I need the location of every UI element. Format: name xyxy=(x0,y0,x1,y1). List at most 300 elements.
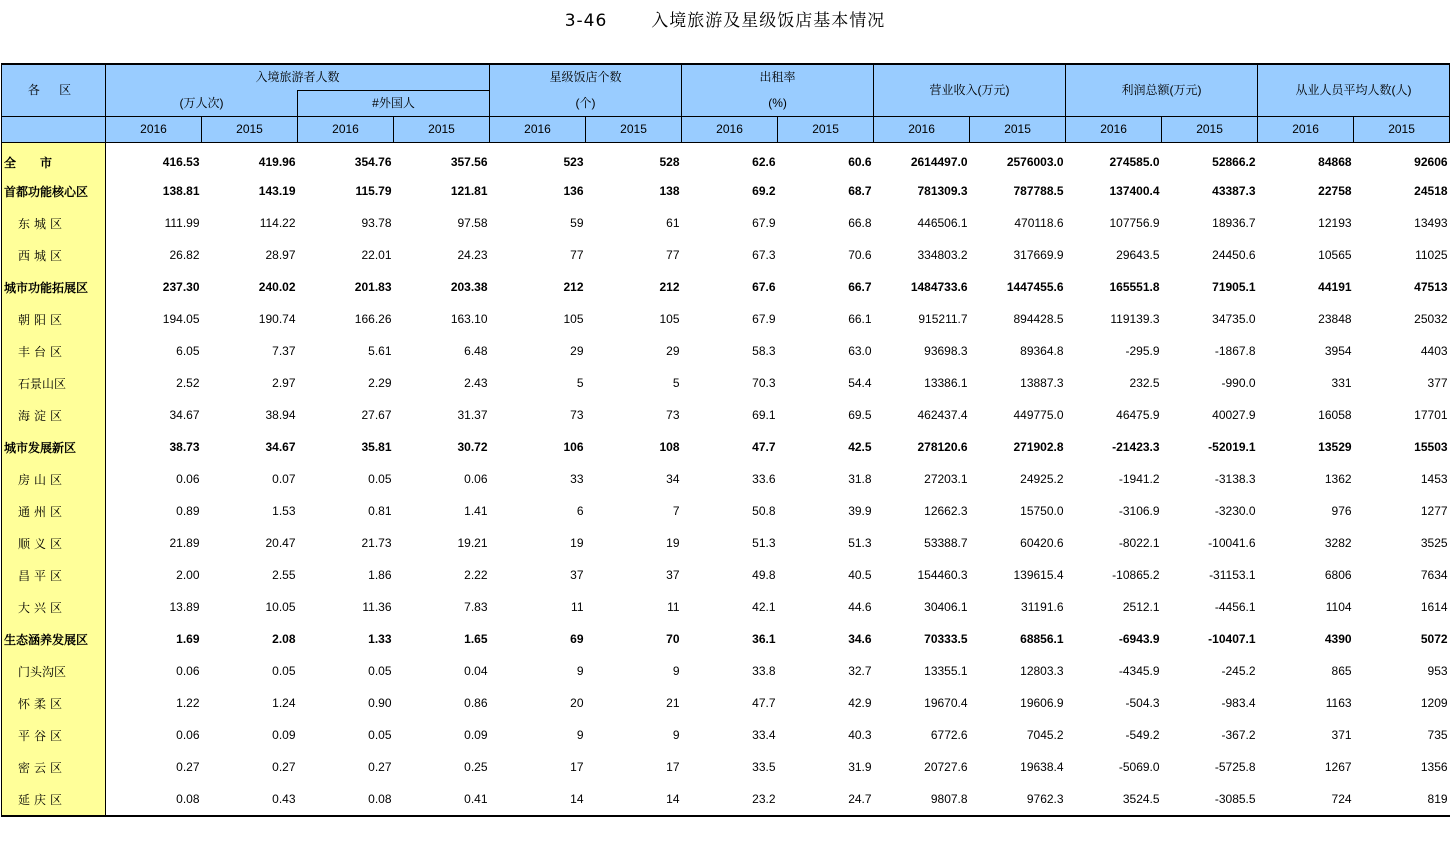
table-row xyxy=(2,527,1450,559)
table-row xyxy=(2,367,1450,399)
table-row xyxy=(2,335,1450,367)
area-name: 密云区 xyxy=(2,751,106,783)
table-header xyxy=(2,64,1450,143)
value-cell: 93698.3 xyxy=(924,344,968,358)
value-cell: 68.7 xyxy=(848,184,872,198)
value-cell: 19.21 xyxy=(457,536,488,550)
value-cell: 1356 xyxy=(1420,760,1448,774)
value-cell: 7.37 xyxy=(272,344,296,358)
value-cell: 6.48 xyxy=(464,344,488,358)
table-row xyxy=(2,175,1450,207)
year-row-spacer xyxy=(2,117,106,143)
area-name: 平谷区 xyxy=(2,719,106,751)
value-cell: 29 xyxy=(666,344,680,358)
value-cell: 2.43 xyxy=(464,376,488,390)
value-cell: -52019.1 xyxy=(1208,440,1256,454)
area-name: 石景山区 xyxy=(2,367,106,399)
value-cell: 11 xyxy=(667,600,680,614)
value-cell: -295.9 xyxy=(1125,344,1160,358)
value-cell: 1.33 xyxy=(368,632,392,646)
value-cell: 0.09 xyxy=(464,728,488,742)
value-cell: 67.9 xyxy=(752,312,776,326)
value-cell: 115.79 xyxy=(355,184,392,198)
value-cell: 33.5 xyxy=(752,760,776,774)
header-hotels-unit: (个) xyxy=(490,91,682,117)
table-row xyxy=(2,655,1450,687)
table-row xyxy=(2,591,1450,623)
value-cell: 0.06 xyxy=(176,472,200,486)
header-occupancy: 出租率 xyxy=(682,64,874,91)
value-cell: 97.58 xyxy=(457,216,488,230)
value-cell: 13529 xyxy=(1318,440,1352,454)
area-name: 怀柔区 xyxy=(2,687,106,719)
value-cell: 212 xyxy=(563,280,584,294)
value-cell: 84868 xyxy=(1318,155,1352,169)
value-cell: 138 xyxy=(659,184,680,198)
value-cell: 0.86 xyxy=(464,696,488,710)
header-foreigners: #外国人 xyxy=(298,91,490,117)
value-cell: 201.83 xyxy=(354,280,392,294)
year-label: 2016 xyxy=(1258,117,1354,143)
value-cell: 47.7 xyxy=(752,440,776,454)
value-cell: 136 xyxy=(563,184,584,198)
header-revenue: 营业收入(万元) xyxy=(874,64,1066,117)
table-number: 3-46 xyxy=(564,11,608,31)
value-cell: 2.52 xyxy=(176,376,200,390)
value-cell: -10041.6 xyxy=(1208,536,1256,550)
value-cell: 49.8 xyxy=(752,568,776,582)
value-cell: 77 xyxy=(666,248,680,262)
value-cell: 2576003.0 xyxy=(1006,155,1064,169)
value-cell: 46475.9 xyxy=(1116,408,1160,422)
value-cell: 27.67 xyxy=(361,408,392,422)
value-cell: 23.2 xyxy=(682,783,778,816)
data-table xyxy=(1,63,1450,817)
value-cell: 976 xyxy=(1331,504,1352,518)
value-cell: 70 xyxy=(666,632,680,646)
value-cell: 1267 xyxy=(1324,760,1352,774)
value-cell: 194.05 xyxy=(162,312,200,326)
value-cell: 23848 xyxy=(1318,312,1352,326)
area-name: 生态涵养发展区 xyxy=(2,623,106,655)
value-cell: 2.29 xyxy=(368,376,392,390)
value-cell: -10865.2 xyxy=(1112,568,1160,582)
value-cell: -549.2 xyxy=(1125,728,1160,742)
value-cell: 735 xyxy=(1427,728,1448,742)
value-cell: 62.6 xyxy=(752,155,776,169)
value-cell: 70.3 xyxy=(752,376,776,390)
value-cell: 0.05 xyxy=(368,728,392,742)
area-name: 海淀区 xyxy=(2,399,106,431)
value-cell: 9762.3 xyxy=(970,783,1066,816)
value-cell: 203.38 xyxy=(450,280,488,294)
value-cell: 39.9 xyxy=(848,504,872,518)
header-occupancy-unit: (%) xyxy=(682,91,874,117)
value-cell: 724 xyxy=(1258,783,1354,816)
value-cell: 69 xyxy=(570,632,584,646)
value-cell: 0.07 xyxy=(272,472,296,486)
year-label: 2015 xyxy=(778,117,874,143)
value-cell: 114.22 xyxy=(259,216,296,230)
value-cell: 69.1 xyxy=(752,408,776,422)
value-cell: 915211.7 xyxy=(918,312,968,326)
value-cell: 7 xyxy=(672,504,680,518)
area-name: 首都功能核心区 xyxy=(2,175,106,207)
header-profit: 利润总额(万元) xyxy=(1066,64,1258,117)
value-cell: 7634 xyxy=(1420,568,1448,582)
value-cell: 17701 xyxy=(1414,408,1448,422)
value-cell: 2614497.0 xyxy=(910,155,968,169)
value-cell: 3954 xyxy=(1324,344,1352,358)
value-cell: 66.7 xyxy=(848,280,872,294)
area-name: 丰台区 xyxy=(2,335,106,367)
value-cell: 68856.1 xyxy=(1020,632,1064,646)
value-cell: 1.22 xyxy=(176,696,200,710)
value-cell: 34.6 xyxy=(848,632,872,646)
value-cell: -504.3 xyxy=(1125,696,1160,710)
value-cell: -3085.5 xyxy=(1162,783,1258,816)
value-cell: 42.9 xyxy=(848,696,872,710)
table-row xyxy=(2,783,1450,816)
value-cell: -990.0 xyxy=(1221,376,1256,390)
area-name: 西城区 xyxy=(2,239,106,271)
value-cell: 5 xyxy=(672,376,680,390)
value-cell: 278120.6 xyxy=(917,440,968,454)
value-cell: 240.02 xyxy=(258,280,296,294)
value-cell: 953 xyxy=(1427,664,1448,678)
year-label: 2015 xyxy=(1162,117,1258,143)
page-title xyxy=(0,6,1450,31)
value-cell: 0.27 xyxy=(176,760,200,774)
year-label: 2016 xyxy=(490,117,586,143)
value-cell: 27203.1 xyxy=(924,472,968,486)
value-cell: -10407.1 xyxy=(1208,632,1256,646)
value-cell: 73 xyxy=(570,408,584,422)
value-cell: 51.3 xyxy=(848,536,872,550)
value-cell: 9 xyxy=(576,664,584,678)
value-cell: 22758 xyxy=(1318,184,1352,198)
value-cell: 24.7 xyxy=(778,783,874,816)
value-cell: 40.5 xyxy=(848,568,872,582)
year-label: 2015 xyxy=(394,117,490,143)
value-cell: 0.08 xyxy=(106,783,202,816)
value-cell: 11025 xyxy=(1415,248,1448,262)
value-cell: 34.67 xyxy=(169,408,200,422)
value-cell: 60.6 xyxy=(848,155,872,169)
value-cell: 523 xyxy=(563,155,584,169)
table-row xyxy=(2,431,1450,463)
value-cell: 33.4 xyxy=(752,728,776,742)
value-cell: 334803.2 xyxy=(917,248,968,262)
value-cell: 3282 xyxy=(1324,536,1352,550)
value-cell: 24518 xyxy=(1414,184,1448,198)
value-cell: 66.1 xyxy=(848,312,872,326)
value-cell: 1614 xyxy=(1420,600,1448,614)
value-cell: 0.43 xyxy=(202,783,298,816)
value-cell: 58.3 xyxy=(752,344,776,358)
value-cell: 190.74 xyxy=(258,312,296,326)
value-cell: 70.6 xyxy=(848,248,872,262)
value-cell: 60420.6 xyxy=(1020,536,1064,550)
value-cell: 36.1 xyxy=(752,632,776,646)
value-cell: 19 xyxy=(570,536,584,550)
area-name: 城市发展新区 xyxy=(2,431,106,463)
value-cell: 25032 xyxy=(1414,312,1448,326)
value-cell: 4403 xyxy=(1420,344,1448,358)
value-cell: 528 xyxy=(659,155,680,169)
value-cell: 12662.3 xyxy=(924,504,968,518)
value-cell: 11.36 xyxy=(362,600,392,614)
value-cell: 1209 xyxy=(1420,696,1448,710)
value-cell: 13.89 xyxy=(169,600,200,614)
value-cell: 787788.5 xyxy=(1013,184,1064,198)
value-cell: 781309.3 xyxy=(917,184,968,198)
value-cell: 13493 xyxy=(1414,216,1448,230)
value-cell: -3230.0 xyxy=(1214,504,1256,518)
value-cell: 0.08 xyxy=(298,783,394,816)
value-cell: 10565 xyxy=(1318,248,1352,262)
value-cell: 29643.5 xyxy=(1116,248,1160,262)
value-cell: 31.9 xyxy=(848,760,872,774)
value-cell: 0.04 xyxy=(464,664,488,678)
value-cell: -8022.1 xyxy=(1118,536,1160,550)
value-cell: 70333.5 xyxy=(924,632,968,646)
value-cell: 15750.0 xyxy=(1020,504,1064,518)
year-label: 2016 xyxy=(106,117,202,143)
header-employees: 从业人员平均人数(人) xyxy=(1258,64,1450,117)
value-cell: 0.89 xyxy=(176,504,200,518)
table-row xyxy=(2,623,1450,655)
value-cell: 44.6 xyxy=(848,600,872,614)
value-cell: 111.99 xyxy=(164,216,200,230)
value-cell: 6 xyxy=(576,504,584,518)
value-cell: 5072 xyxy=(1420,632,1448,646)
value-cell: 53388.7 xyxy=(924,536,968,550)
area-name: 城市功能拓展区 xyxy=(2,271,106,303)
year-label: 2016 xyxy=(298,117,394,143)
area-name: 朝阳区 xyxy=(2,303,106,335)
area-name: 大兴区 xyxy=(2,591,106,623)
value-cell: -3138.3 xyxy=(1214,472,1256,486)
value-cell: 47.7 xyxy=(752,696,776,710)
value-cell: 137400.4 xyxy=(1109,184,1160,198)
value-cell: 9 xyxy=(672,728,680,742)
value-cell: 14 xyxy=(586,783,682,816)
value-cell: 50.8 xyxy=(752,504,776,518)
value-cell: 377 xyxy=(1427,376,1448,390)
table-row xyxy=(2,303,1450,335)
value-cell: 77 xyxy=(570,248,584,262)
value-cell: 7045.2 xyxy=(1026,728,1064,742)
value-cell: 54.4 xyxy=(848,376,872,390)
value-cell: 34 xyxy=(666,472,680,486)
value-cell: 21.89 xyxy=(169,536,200,550)
value-cell: 14 xyxy=(490,783,586,816)
value-cell: 21.73 xyxy=(361,536,392,550)
value-cell: 0.27 xyxy=(368,760,392,774)
value-cell: 7.83 xyxy=(464,600,488,614)
value-cell: 67.3 xyxy=(752,248,776,262)
table-row xyxy=(2,719,1450,751)
table-row xyxy=(2,399,1450,431)
value-cell: 69.5 xyxy=(848,408,872,422)
value-cell: 143.19 xyxy=(258,184,296,198)
value-cell: 212 xyxy=(659,280,680,294)
value-cell: 92606 xyxy=(1414,155,1448,169)
value-cell: 44191 xyxy=(1318,280,1352,294)
value-cell: 5.61 xyxy=(368,344,392,358)
value-cell: 107756.9 xyxy=(1109,216,1160,230)
value-cell: 2.08 xyxy=(272,632,296,646)
value-cell: 154460.3 xyxy=(917,568,968,582)
table-body xyxy=(2,143,1450,817)
header-inbound-unit: (万人次) xyxy=(106,91,298,117)
header-star-hotels: 星级饭店个数 xyxy=(490,64,682,91)
value-cell: 3524.5 xyxy=(1066,783,1162,816)
value-cell: 0.06 xyxy=(176,728,200,742)
value-cell: 331 xyxy=(1331,376,1352,390)
value-cell: 1.41 xyxy=(464,504,488,518)
table-row xyxy=(2,239,1450,271)
value-cell: 1.69 xyxy=(176,632,200,646)
value-cell: 32.7 xyxy=(848,664,872,678)
value-cell: 166.26 xyxy=(354,312,392,326)
value-cell: 51.3 xyxy=(752,536,776,550)
value-cell: 371 xyxy=(1331,728,1352,742)
value-cell: 0.06 xyxy=(176,664,200,678)
value-cell: 13386.1 xyxy=(924,376,968,390)
area-name: 昌平区 xyxy=(2,559,106,591)
table-title: 入境旅游及星级饭店基本情况 xyxy=(651,11,886,31)
value-cell: -367.2 xyxy=(1221,728,1256,742)
value-cell: 31.8 xyxy=(848,472,872,486)
table-row xyxy=(2,207,1450,239)
value-cell: 0.05 xyxy=(368,472,392,486)
table-row xyxy=(2,751,1450,783)
area-name: 东城区 xyxy=(2,207,106,239)
value-cell: 12803.3 xyxy=(1020,664,1064,678)
value-cell: 71905.1 xyxy=(1212,280,1256,294)
year-label: 2015 xyxy=(970,117,1066,143)
value-cell: -6943.9 xyxy=(1118,632,1160,646)
value-cell: 0.06 xyxy=(464,472,488,486)
value-cell: 34.67 xyxy=(265,440,296,454)
value-cell: 237.30 xyxy=(162,280,200,294)
table-row xyxy=(2,495,1450,527)
value-cell: 40.3 xyxy=(848,728,872,742)
value-cell: 61 xyxy=(666,216,680,230)
value-cell: -5725.8 xyxy=(1214,760,1256,774)
area-name: 延庆区 xyxy=(2,783,106,816)
area-name: 顺义区 xyxy=(2,527,106,559)
value-cell: 28.97 xyxy=(265,248,296,262)
value-cell: 16058 xyxy=(1318,408,1352,422)
value-cell: 21 xyxy=(666,696,680,710)
value-cell: 2.55 xyxy=(272,568,296,582)
value-cell: 9 xyxy=(576,728,584,742)
value-cell: 119139.3 xyxy=(1110,312,1160,326)
table-row xyxy=(2,687,1450,719)
value-cell: 33 xyxy=(570,472,584,486)
value-cell: 73 xyxy=(666,408,680,422)
value-cell: 139615.4 xyxy=(1013,568,1064,582)
value-cell: 19 xyxy=(666,536,680,550)
value-cell: 357.56 xyxy=(450,155,488,169)
value-cell: 1447455.6 xyxy=(1006,280,1064,294)
table-row xyxy=(2,463,1450,495)
value-cell: 31191.6 xyxy=(1021,600,1064,614)
value-cell: 163.10 xyxy=(450,312,488,326)
value-cell: 34735.0 xyxy=(1212,312,1256,326)
value-cell: -31153.1 xyxy=(1209,568,1256,582)
value-cell: 13887.3 xyxy=(1020,376,1064,390)
value-cell: 354.76 xyxy=(354,155,392,169)
area-header: 各 区 xyxy=(2,64,106,117)
value-cell: 26.82 xyxy=(169,248,200,262)
value-cell: 19606.9 xyxy=(1020,696,1064,710)
year-row xyxy=(2,117,1450,143)
value-cell: 1277 xyxy=(1420,504,1448,518)
table-row xyxy=(2,559,1450,591)
value-cell: 24450.6 xyxy=(1212,248,1256,262)
area-name: 全 市 xyxy=(2,143,106,176)
value-cell: -4345.9 xyxy=(1118,664,1160,678)
year-label: 2015 xyxy=(202,117,298,143)
area-name: 通州区 xyxy=(2,495,106,527)
value-cell: 13355.1 xyxy=(924,664,968,678)
value-cell: 271902.8 xyxy=(1013,440,1064,454)
value-cell: 2.97 xyxy=(272,376,296,390)
value-cell: 2.00 xyxy=(176,568,200,582)
value-cell: 12193 xyxy=(1318,216,1352,230)
value-cell: 19638.4 xyxy=(1020,760,1064,774)
value-cell: -4456.1 xyxy=(1214,600,1256,614)
value-cell: 470118.6 xyxy=(1014,216,1064,230)
value-cell: 105 xyxy=(563,312,584,326)
value-cell: 0.09 xyxy=(272,728,296,742)
value-cell: 63.0 xyxy=(848,344,872,358)
value-cell: 1.24 xyxy=(272,696,296,710)
value-cell: 17 xyxy=(666,760,680,774)
value-cell: 38.73 xyxy=(169,440,200,454)
value-cell: -21423.3 xyxy=(1112,440,1160,454)
value-cell: 1453 xyxy=(1420,472,1448,486)
year-label: 2016 xyxy=(874,117,970,143)
value-cell: 416.53 xyxy=(162,155,200,169)
value-cell: -1941.2 xyxy=(1118,472,1160,486)
value-cell: 47513 xyxy=(1414,280,1448,294)
value-cell: 2512.1 xyxy=(1122,600,1160,614)
value-cell: 1.86 xyxy=(368,568,392,582)
value-cell: 20727.6 xyxy=(924,760,968,774)
value-cell: 1104 xyxy=(1325,600,1352,614)
value-cell: 819 xyxy=(1354,783,1450,816)
value-cell: 446506.1 xyxy=(917,216,968,230)
value-cell: 33.8 xyxy=(752,664,776,678)
value-cell: 106 xyxy=(563,440,584,454)
value-cell: 0.90 xyxy=(368,696,392,710)
value-cell: 67.6 xyxy=(752,280,776,294)
value-cell: 9 xyxy=(672,664,680,678)
value-cell: 0.25 xyxy=(464,760,488,774)
value-cell: 29 xyxy=(570,344,584,358)
value-cell: 20 xyxy=(570,696,584,710)
value-cell: 15503 xyxy=(1414,440,1448,454)
area-name: 房山区 xyxy=(2,463,106,495)
value-cell: 6.05 xyxy=(176,344,200,358)
table-row xyxy=(2,143,1450,176)
value-cell: 317669.9 xyxy=(1013,248,1064,262)
